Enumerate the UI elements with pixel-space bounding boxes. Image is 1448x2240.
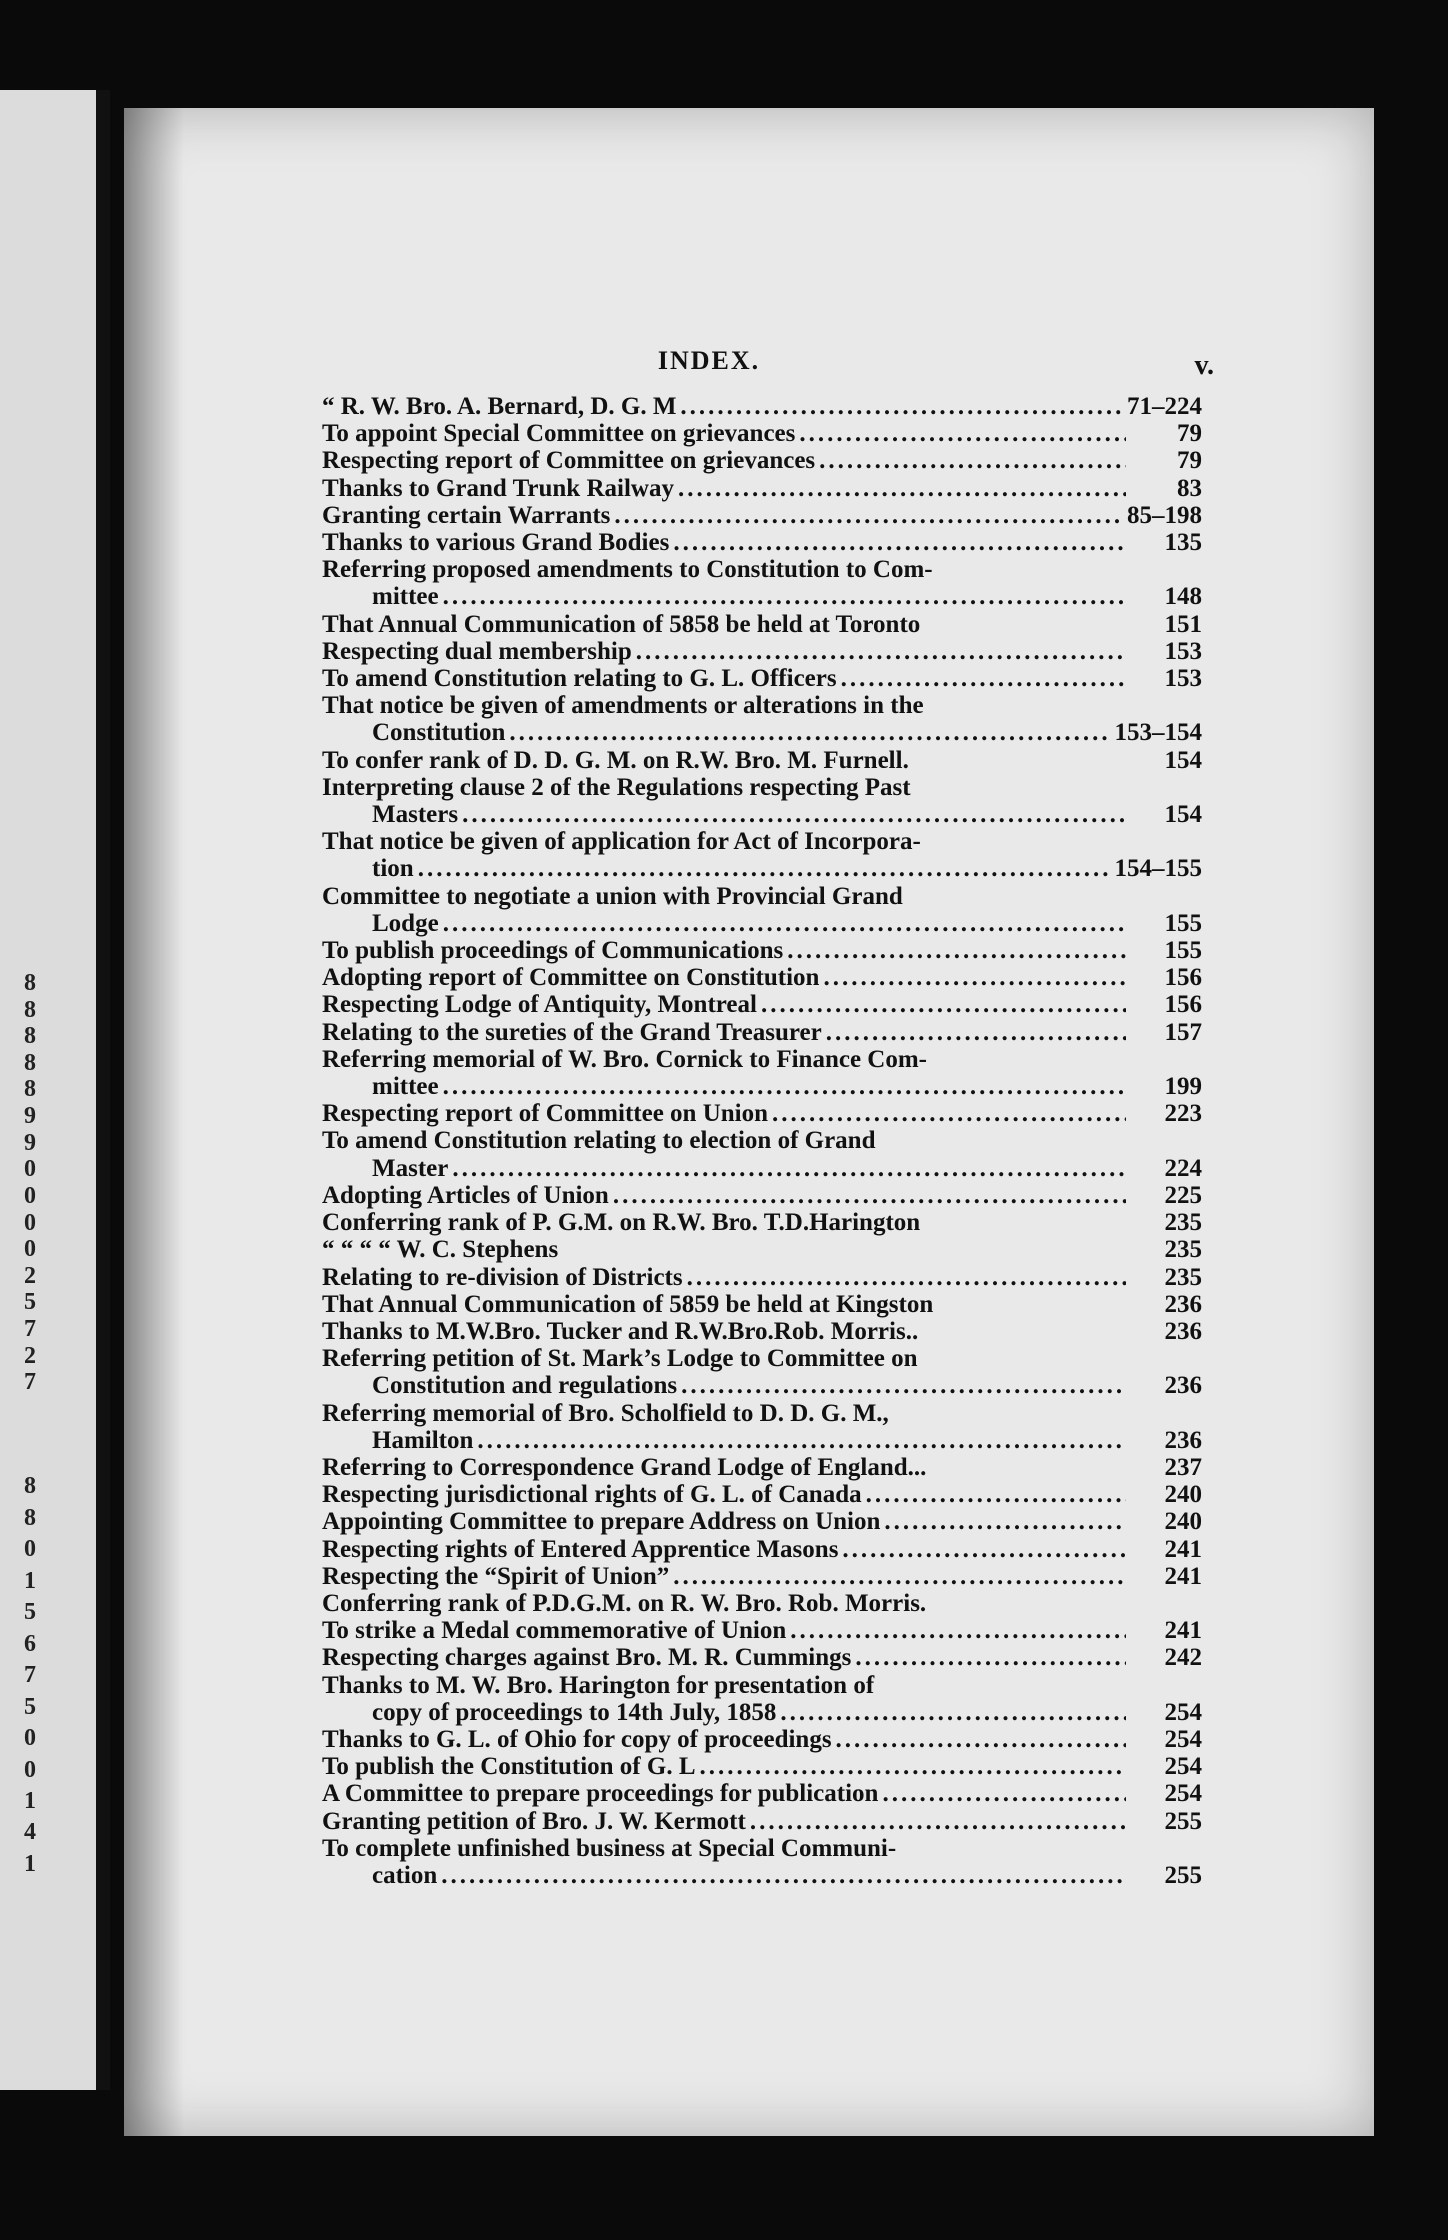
index-entry-page: 155 bbox=[1164, 909, 1202, 937]
index-entry-page: 236 bbox=[1164, 1290, 1202, 1318]
index-entry-text: Referring memorial of W. Bro. Cornick to Finance Com- bbox=[322, 1045, 927, 1073]
index-entry-text: Referring to Correspondence Grand Lodge of England... bbox=[322, 1453, 927, 1481]
index-entry-text: Hamilton bbox=[372, 1426, 474, 1454]
dot-leader bbox=[441, 1862, 1126, 1889]
index-entry bbox=[322, 475, 1202, 502]
index-entry-text: Respecting report of Committee on Union bbox=[322, 1100, 768, 1128]
left-margin-number: 2 bbox=[24, 1342, 36, 1369]
index-entry-page: 154–155 bbox=[1114, 855, 1202, 883]
index-entry bbox=[322, 1127, 1202, 1154]
index-entry-page: 241 bbox=[1164, 1535, 1202, 1563]
index-entry-page: 235 bbox=[1164, 1236, 1202, 1264]
index-entry bbox=[322, 420, 1202, 447]
index-entry-text: To amend Constitution relating to G. L. Officers bbox=[322, 665, 837, 693]
index-entry-page: 236 bbox=[1164, 1317, 1202, 1345]
index-entry-text: To complete unfinished business at Special Communi- bbox=[322, 1834, 897, 1862]
index-entry-text: Thanks to M. W. Bro. Harington for presentation of bbox=[322, 1671, 875, 1699]
dot-leader bbox=[613, 1182, 1126, 1209]
index-entry bbox=[322, 910, 1202, 937]
index-entry-page: 254 bbox=[1164, 1725, 1202, 1753]
index-entry bbox=[322, 1508, 1202, 1535]
dot-leader bbox=[855, 1644, 1126, 1671]
index-entry bbox=[322, 1318, 1202, 1345]
dot-leader bbox=[673, 529, 1126, 556]
dot-leader bbox=[750, 1808, 1126, 1835]
dot-leader bbox=[882, 1780, 1126, 1807]
dot-leader bbox=[443, 910, 1126, 937]
index-entry bbox=[322, 1100, 1202, 1127]
index-entry-text: That notice be given of amendments or alterations in the bbox=[322, 692, 924, 720]
index-entry-text: “ R. W. Bro. A. Bernard, D. G. M bbox=[322, 393, 677, 420]
index-entry-text: That Annual Communication of 5858 be held at Toronto bbox=[322, 610, 921, 638]
left-margin-number: 9 bbox=[24, 1103, 36, 1130]
index-entry-page: 254 bbox=[1164, 1698, 1202, 1726]
index-entry-text: Relating to the sureties of the Grand Treasurer bbox=[322, 1018, 822, 1046]
page-header bbox=[124, 346, 1374, 386]
index-entry bbox=[322, 747, 1202, 774]
index-entry-page: 79 bbox=[1177, 447, 1202, 475]
index-entry-page: 254 bbox=[1164, 1780, 1202, 1808]
index-entry-page: 236 bbox=[1164, 1372, 1202, 1400]
dot-leader bbox=[509, 719, 1110, 746]
index-entry-page: 155 bbox=[1164, 937, 1202, 965]
index-entry-text: tion bbox=[372, 855, 414, 883]
dot-leader bbox=[826, 1019, 1126, 1046]
index-entry bbox=[322, 611, 1202, 638]
left-margin-number: 4 bbox=[24, 1819, 36, 1846]
index-entry bbox=[322, 1046, 1202, 1073]
dot-leader bbox=[687, 1264, 1126, 1291]
left-margin-number: 0 bbox=[24, 1182, 36, 1209]
index-entry-text: Referring memorial of Bro. Scholfield to D. D. G. M., bbox=[322, 1399, 889, 1427]
index-entry-text: Respecting the “Spirit of Union” bbox=[322, 1562, 670, 1590]
index-entry-text: Respecting dual membership bbox=[322, 637, 632, 665]
index-entry-text: Relating to re-division of Districts bbox=[322, 1263, 683, 1291]
index-entry bbox=[322, 1672, 1202, 1699]
index-entry bbox=[322, 1019, 1202, 1046]
index-entry-text: Granting certain Warrants bbox=[322, 501, 611, 529]
index-entry-page: 242 bbox=[1164, 1644, 1202, 1672]
index-entry bbox=[322, 665, 1202, 692]
index-entry-text: Thanks to various Grand Bodies bbox=[322, 529, 670, 557]
index-entry-page: 157 bbox=[1164, 1018, 1202, 1046]
index-entry-page: 224 bbox=[1164, 1154, 1202, 1182]
index-entry bbox=[322, 855, 1202, 882]
index-entry bbox=[322, 1073, 1202, 1100]
index-entry-text: Thanks to G. L. of Ohio for copy of proceedings bbox=[322, 1725, 832, 1753]
index-entry-text: Respecting Lodge of Antiquity, Montreal bbox=[322, 991, 757, 1019]
left-margin-number: 8 bbox=[24, 970, 36, 996]
index-entry-text: To publish the Constitution of G. L bbox=[322, 1753, 696, 1781]
index-entry bbox=[322, 1454, 1202, 1481]
left-margin-number: 7 bbox=[24, 1316, 36, 1343]
dot-leader bbox=[790, 1617, 1126, 1644]
left-margin-number: 9 bbox=[24, 1129, 36, 1156]
index-entry-page: 154 bbox=[1164, 801, 1202, 829]
index-entry-text: To confer rank of D. D. G. M. on R.W. Bro. M. Furnell. bbox=[322, 746, 909, 774]
dot-leader bbox=[772, 1100, 1126, 1127]
left-margin-number: 8 bbox=[24, 1473, 36, 1500]
index-entry-text: mittee bbox=[372, 1073, 439, 1101]
index-entry-text: Adopting Articles of Union bbox=[322, 1181, 609, 1209]
index-entry-text: To appoint Special Committee on grievances bbox=[322, 420, 796, 448]
index-entry-page: 237 bbox=[1164, 1453, 1202, 1481]
index-entry bbox=[322, 1862, 1202, 1889]
index-entry bbox=[322, 1182, 1202, 1209]
index-entry-text: Granting petition of Bro. J. W. Kermott bbox=[322, 1807, 746, 1835]
dot-leader bbox=[681, 1372, 1126, 1399]
left-margin-number: 8 bbox=[24, 1504, 36, 1531]
left-margin-number: 8 bbox=[24, 1076, 36, 1103]
index-entry-page: 79 bbox=[1177, 420, 1202, 448]
index-entry bbox=[322, 937, 1202, 964]
page-title: INDEX. bbox=[657, 346, 761, 375]
left-margin-number: 0 bbox=[24, 1756, 36, 1783]
left-margin-number: 2 bbox=[24, 1262, 36, 1289]
index-entry-page: 255 bbox=[1164, 1861, 1202, 1889]
index-entry-text: Interpreting clause 2 of the Regulations respecting Past bbox=[322, 773, 911, 801]
index-entry-text: Committee to negotiate a union with Provincial Grand bbox=[322, 882, 903, 910]
index-entry-text: cation bbox=[372, 1861, 438, 1889]
dot-leader bbox=[462, 801, 1126, 828]
dot-leader bbox=[823, 964, 1126, 991]
index-entry bbox=[322, 1481, 1202, 1508]
dot-leader bbox=[841, 665, 1126, 692]
index-entry-text: Referring proposed amendments to Constitution to Com- bbox=[322, 556, 933, 584]
index-entry-text: Master bbox=[372, 1154, 449, 1182]
index-entry-text: Masters bbox=[372, 801, 459, 829]
index-entry-text: Appointing Committee to prepare Address on Union bbox=[322, 1508, 881, 1536]
index-entry bbox=[322, 801, 1202, 828]
index-entry-page: 199 bbox=[1164, 1073, 1202, 1101]
index-entry bbox=[322, 1264, 1202, 1291]
index-entry bbox=[322, 692, 1202, 719]
index-entry-page: 151 bbox=[1164, 610, 1202, 638]
left-margin-number: 8 bbox=[24, 1023, 36, 1050]
index-entry-page: 241 bbox=[1164, 1617, 1202, 1645]
dot-leader bbox=[673, 1563, 1126, 1590]
left-margin-number: 1 bbox=[24, 1567, 36, 1594]
index-entry bbox=[322, 1644, 1202, 1671]
dot-leader bbox=[418, 855, 1111, 882]
index-entry bbox=[322, 1808, 1202, 1835]
left-margin-number: 8 bbox=[24, 996, 36, 1023]
index-entry bbox=[322, 1753, 1202, 1780]
index-entry-page: 254 bbox=[1164, 1753, 1202, 1781]
index-entry-page: 235 bbox=[1164, 1263, 1202, 1291]
dot-leader bbox=[636, 638, 1126, 665]
dot-leader bbox=[680, 393, 1123, 420]
index-entry bbox=[322, 1563, 1202, 1590]
index-entry-page: 153 bbox=[1164, 637, 1202, 665]
index-entry bbox=[322, 1536, 1202, 1563]
left-margin-number: 0 bbox=[24, 1536, 36, 1563]
index-entry bbox=[322, 883, 1202, 910]
index-entry-text: Respecting charges against Bro. M. R. Cummings bbox=[322, 1644, 852, 1672]
index-entry-page: 85–198 bbox=[1127, 501, 1202, 529]
dot-leader bbox=[787, 937, 1126, 964]
index-entry bbox=[322, 1236, 1202, 1263]
index-entry bbox=[322, 991, 1202, 1018]
index-entry bbox=[322, 556, 1202, 583]
index-entry-text: “ “ “ “ W. C. Stephens bbox=[322, 1236, 559, 1264]
dot-leader bbox=[700, 1753, 1127, 1780]
dot-leader bbox=[866, 1481, 1126, 1508]
index-entry-text: To publish proceedings of Communications bbox=[322, 937, 784, 965]
index-entry bbox=[322, 393, 1202, 420]
dot-leader bbox=[443, 583, 1126, 610]
index-entry-text: Constitution and regulations bbox=[372, 1372, 678, 1400]
index-entry bbox=[322, 719, 1202, 746]
index-entry-page: 153–154 bbox=[1114, 719, 1202, 747]
dot-leader bbox=[452, 1155, 1126, 1182]
index-entry-page: 148 bbox=[1164, 583, 1202, 611]
index-entry-text: Referring petition of St. Mark’s Lodge to Committee on bbox=[322, 1345, 918, 1373]
left-margin-number: 5 bbox=[24, 1693, 36, 1720]
left-margin-number: 0 bbox=[24, 1209, 36, 1236]
index-entry-page: 240 bbox=[1164, 1508, 1202, 1536]
index-entry-page: 235 bbox=[1164, 1209, 1202, 1237]
index-entry-text: Conferring rank of P. G.M. on R.W. Bro. T.D.Harington bbox=[322, 1209, 921, 1237]
index-entry-text: Respecting jurisdictional rights of G. L. of Canada bbox=[322, 1481, 862, 1509]
left-margin-number: 8 bbox=[24, 1049, 36, 1076]
index-entry bbox=[322, 828, 1202, 855]
index-entry-text: Respecting report of Committee on grievances bbox=[322, 447, 816, 475]
index-entry bbox=[322, 1400, 1202, 1427]
index-entry bbox=[322, 1590, 1202, 1617]
index-entry-text: Lodge bbox=[372, 909, 439, 937]
dot-leader bbox=[799, 420, 1126, 447]
index-entry-page: 240 bbox=[1164, 1481, 1202, 1509]
dot-leader bbox=[678, 475, 1126, 502]
index-entry-page: 236 bbox=[1164, 1426, 1202, 1454]
left-margin-number: 7 bbox=[24, 1662, 36, 1689]
index-entry bbox=[322, 1835, 1202, 1862]
dot-leader bbox=[614, 502, 1123, 529]
index-entry bbox=[322, 1345, 1202, 1372]
index-entry bbox=[322, 1209, 1202, 1236]
index-entry-text: Conferring rank of P.D.G.M. on R. W. Bro. Rob. Morris. bbox=[322, 1589, 927, 1617]
dot-leader bbox=[780, 1699, 1126, 1726]
index-entry-page: 241 bbox=[1164, 1562, 1202, 1590]
left-margin-number: 5 bbox=[24, 1289, 36, 1316]
index-entry bbox=[322, 447, 1202, 474]
dot-leader bbox=[819, 447, 1126, 474]
left-margin-number: 7 bbox=[24, 1369, 36, 1396]
index-entry bbox=[322, 583, 1202, 610]
index-entry-text: To strike a Medal commemorative of Union bbox=[322, 1617, 787, 1645]
left-margin-number: 6 bbox=[24, 1630, 36, 1657]
index-entry-page: 83 bbox=[1177, 474, 1202, 502]
index-entries bbox=[322, 393, 1202, 1889]
index-entry-text: Respecting rights of Entered Apprentice Masons bbox=[322, 1535, 839, 1563]
index-entry-page: 255 bbox=[1164, 1807, 1202, 1835]
left-margin-number: 1 bbox=[24, 1850, 36, 1877]
page-number: v. bbox=[1194, 350, 1214, 381]
index-page bbox=[124, 108, 1374, 2136]
left-margin-number: 0 bbox=[24, 1156, 36, 1183]
index-entry-text: copy of proceedings to 14th July, 1858 bbox=[372, 1698, 777, 1726]
index-entry-page: 154 bbox=[1164, 746, 1202, 774]
index-entry-text: To amend Constitution relating to election of Grand bbox=[322, 1127, 876, 1155]
dot-leader bbox=[443, 1073, 1126, 1100]
left-margin-number: 0 bbox=[24, 1236, 36, 1263]
index-entry-text: That notice be given of application for Act of Incorpora- bbox=[322, 828, 921, 856]
index-entry-page: 135 bbox=[1164, 529, 1202, 557]
index-entry bbox=[322, 964, 1202, 991]
dot-leader bbox=[884, 1508, 1126, 1535]
index-entry-text: A Committee to prepare proceedings for publication bbox=[322, 1780, 879, 1808]
index-entry bbox=[322, 638, 1202, 665]
left-margin-numbers bbox=[0, 90, 40, 2090]
dot-leader bbox=[477, 1427, 1126, 1454]
index-entry bbox=[322, 529, 1202, 556]
index-entry bbox=[322, 1372, 1202, 1399]
index-entry-text: mittee bbox=[372, 583, 439, 611]
index-entry bbox=[322, 1427, 1202, 1454]
left-margin-number: 0 bbox=[24, 1725, 36, 1752]
index-entry-page: 156 bbox=[1164, 964, 1202, 992]
index-entry-text: Thanks to M.W.Bro. Tucker and R.W.Bro.Rob. Morris.. bbox=[322, 1317, 919, 1345]
index-entry-text: Thanks to Grand Trunk Railway bbox=[322, 474, 674, 502]
index-entry bbox=[322, 1726, 1202, 1753]
index-entry bbox=[322, 1780, 1202, 1807]
dot-leader bbox=[761, 991, 1126, 1018]
index-entry-text: Constitution bbox=[372, 719, 506, 747]
index-entry-page: 156 bbox=[1164, 991, 1202, 1019]
index-entry-page: 225 bbox=[1164, 1181, 1202, 1209]
index-entry bbox=[322, 1617, 1202, 1644]
index-entry bbox=[322, 774, 1202, 801]
index-entry bbox=[322, 1155, 1202, 1182]
left-margin-number: 5 bbox=[24, 1599, 36, 1626]
index-entry bbox=[322, 1291, 1202, 1318]
index-entry bbox=[322, 1699, 1202, 1726]
index-entry-page: 223 bbox=[1164, 1100, 1202, 1128]
left-page-edge bbox=[0, 90, 110, 2090]
index-entry-page: 153 bbox=[1164, 665, 1202, 693]
index-entry bbox=[322, 502, 1202, 529]
left-margin-number: 1 bbox=[24, 1787, 36, 1814]
dot-leader bbox=[836, 1726, 1126, 1753]
index-entry-text: Adopting report of Committee on Constitution bbox=[322, 964, 820, 992]
dot-leader bbox=[842, 1536, 1126, 1563]
index-entry-page: 71–224 bbox=[1127, 393, 1202, 420]
index-entry-text: That Annual Communication of 5859 be held at Kingston bbox=[322, 1290, 934, 1318]
